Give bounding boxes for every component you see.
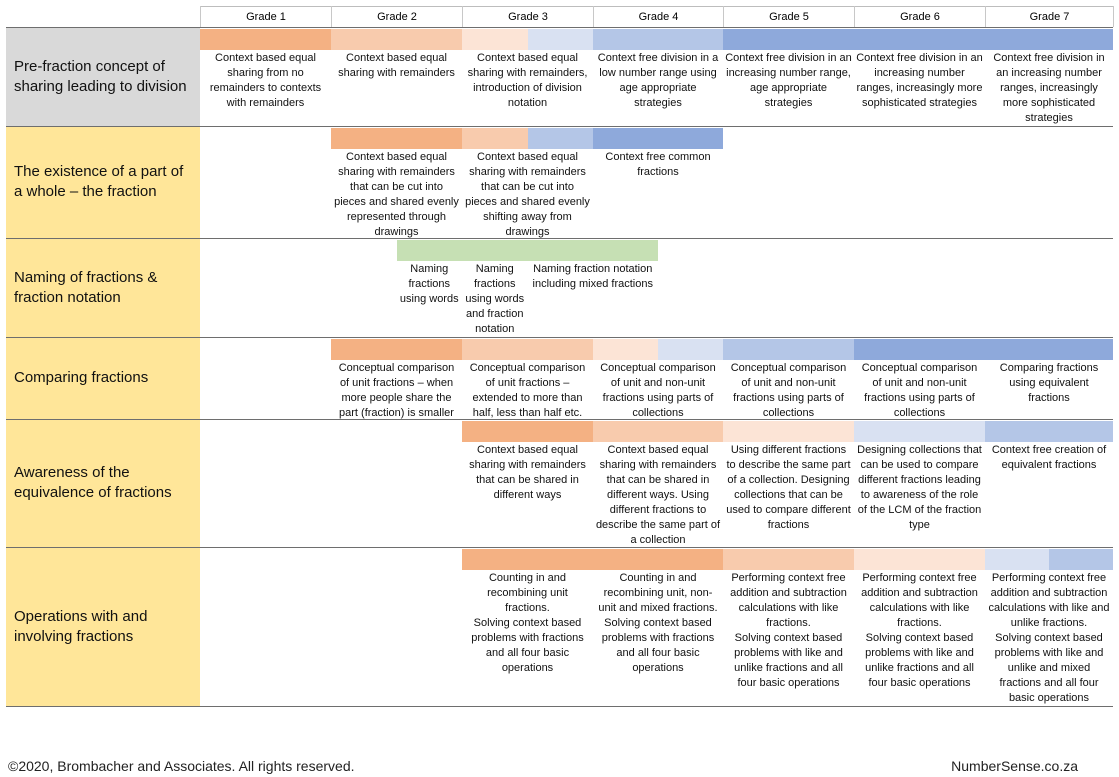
progress-bar-segment (331, 29, 462, 50)
grade-header: Grade 1 (200, 6, 332, 26)
descriptor-text: Context free common fractions (605, 151, 711, 178)
descriptor-text: Context based equal sharing with remainders that can be shared in different ways (469, 444, 586, 501)
row-label-text: Comparing fractions (14, 369, 149, 386)
descriptor-text: Context based equal sharing with remainders that can be shared in different ways. Using different fractions to describe the same part of a collection (595, 444, 721, 546)
descriptor-text: Performing context free addition and subtraction calculations with like fractions. Solving context based problems with like and unlike fractions and all four basic operations (861, 572, 978, 689)
descriptor-text: Using different fractions to describe the same part of a collection. Designing collections that can be used to compare different fractions (726, 444, 851, 531)
progress-bar-segment (854, 339, 1113, 360)
copyright-notice: ©2020, Brombacher and Associates. All rights reserved. (8, 758, 355, 774)
descriptor-text: Conceptual comparison of unit fractions – extended to more than half, less than half etc. (469, 362, 586, 419)
progress-bar-segment (462, 421, 593, 442)
row-label-text: Pre-fraction concept of sharing leading to division (14, 57, 187, 95)
row-divider (6, 419, 1113, 420)
row-label-text: The existence of a part of a whole – the fraction (14, 163, 184, 200)
row-divider (6, 547, 1113, 548)
descriptor-text: Counting in and recombining unit, non-unit and mixed fractions. Solving context based problems with fractions and all four basic operations (598, 572, 718, 674)
grade-header: Grade 5 (723, 6, 855, 26)
progress-bar-segment (854, 421, 985, 442)
progress-bar-segment (397, 240, 659, 261)
progress-bar-segment (528, 29, 594, 50)
descriptor-text: Context based equal sharing from no remainders to contexts with remainders (209, 52, 322, 109)
grade-header: Grade 2 (331, 6, 463, 26)
column-divider (593, 6, 594, 27)
progress-bar-segment (593, 339, 658, 360)
progress-bar-segment (462, 29, 528, 50)
descriptor-text: Performing context free addition and subtraction calculations with like fractions. Solving context based problems with like and unlike fractions and all four basic operations (730, 572, 847, 689)
row-label (6, 27, 200, 126)
column-divider (200, 6, 201, 27)
row-divider (6, 27, 1113, 28)
progress-bar-segment (985, 549, 1049, 570)
descriptor-text: Naming fraction notation including mixed fractions (532, 263, 653, 290)
column-divider (985, 6, 986, 27)
progress-bar-segment (462, 128, 528, 149)
column-divider (1113, 6, 1114, 27)
column-divider (723, 6, 724, 27)
grade-header: Grade 3 (462, 6, 594, 26)
grade-header: Grade 7 (985, 6, 1114, 26)
progress-bar-segment (331, 339, 462, 360)
descriptor-text: Context free division in an increasing number ranges, increasingly more sophisticated strategies (856, 52, 983, 109)
progress-bar-segment (985, 421, 1113, 442)
row-label-text: Operations with and involving fractions (14, 607, 148, 645)
progress-bar-segment (854, 549, 985, 570)
progress-bar-segment (331, 128, 462, 149)
descriptor-text: Conceptual comparison of unit fractions – when more people share the part (fraction) is smaller (338, 362, 455, 419)
descriptor-text: Comparing fractions using equivalent fractions (999, 362, 1099, 404)
progress-bar-segment (593, 421, 723, 442)
descriptor-text: Context based equal sharing with remainders, introduction of division notation (467, 52, 588, 109)
row-divider (6, 706, 1113, 707)
progress-bar-segment (723, 339, 854, 360)
progress-bar-segment (593, 29, 723, 50)
progress-bar-segment (462, 339, 593, 360)
website-link[interactable]: NumberSense.co.za (951, 758, 1078, 774)
row-divider (6, 238, 1113, 239)
descriptor-text: Conceptual comparison of unit and non-unit fractions using parts of collections (730, 362, 847, 419)
descriptor-text: Conceptual comparison of unit and non-unit fractions using parts of collections (861, 362, 978, 419)
descriptor-text: Context based equal sharing with remainders that can be cut into pieces and shared evenly shifting away from drawings (465, 151, 590, 238)
row-divider (6, 126, 1113, 127)
descriptor-text: Performing context free addition and subtraction calculations with like and unlike fractions. Solving context based problems with like and unlike and mixed fractions and all four basic operations (988, 572, 1110, 704)
row-label-text: Awareness of the equivalence of fractions (14, 464, 172, 501)
progress-bar-segment (1049, 549, 1113, 570)
row-divider (6, 337, 1113, 338)
row-label (6, 337, 200, 419)
descriptor-text: Context free division in an increasing number range, age appropriate strategies (725, 52, 852, 109)
grade-header: Grade 4 (593, 6, 724, 26)
descriptor-text: Naming fractions using words and fraction notation (465, 263, 525, 335)
column-divider (462, 6, 463, 27)
descriptor-text: Context based equal sharing with remainders (338, 52, 455, 79)
row-label (6, 238, 200, 337)
column-divider (331, 6, 332, 27)
progress-bar-segment (593, 128, 723, 149)
row-label (6, 126, 200, 238)
grade-header: Grade 6 (854, 6, 986, 26)
descriptor-text: Context free division in a low number range using age appropriate strategies (597, 52, 719, 109)
progress-bar-segment (723, 421, 854, 442)
descriptor-text: Context free creation of equivalent fractions (991, 444, 1107, 471)
descriptor-text: Naming fractions using words (399, 263, 459, 305)
progress-bar-segment (723, 29, 1113, 50)
progress-bar-segment (462, 549, 723, 570)
row-label (6, 547, 200, 706)
progress-bar-segment (200, 29, 331, 50)
descriptor-text: Designing collections that can be used to compare different fractions leading to awareness of the role of the LCM of the fraction type (857, 444, 982, 531)
progress-bar-segment (723, 549, 854, 570)
row-label-text: Naming of fractions & fraction notation (14, 268, 158, 306)
descriptor-text: Conceptual comparison of unit and non-unit fractions using parts of collections (600, 362, 716, 419)
descriptor-text: Counting in and recombining unit fractions. Solving context based problems with fractions and all four basic operations (471, 572, 584, 674)
descriptor-text: Context based equal sharing with remainders that can be cut into pieces and shared evenly represented through drawings (334, 151, 459, 238)
progress-bar-segment (528, 128, 594, 149)
column-divider (854, 6, 855, 27)
descriptor-text: Context free division in an increasing number ranges, increasingly more sophisticated strategies (993, 52, 1105, 124)
progress-bar-segment (658, 339, 723, 360)
row-label (6, 419, 200, 547)
